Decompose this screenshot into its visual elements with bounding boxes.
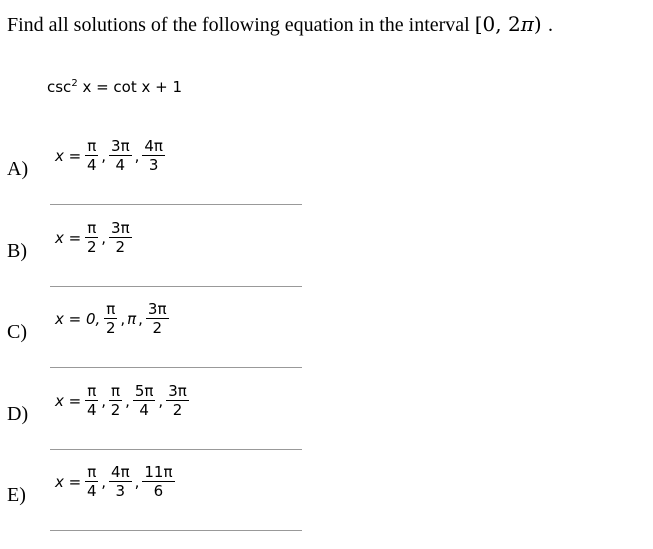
question-period: .: [548, 14, 554, 36]
fraction-denominator: 4: [115, 156, 126, 174]
fraction-denominator: 2: [86, 238, 97, 256]
option-letter[interactable]: C): [7, 321, 27, 343]
fraction: [109, 138, 132, 173]
interval-pi: π: [520, 12, 534, 36]
fraction: [166, 383, 189, 418]
option-variable: x = 0,: [55, 309, 101, 328]
fraction-denominator: 4: [86, 401, 97, 419]
equation-rest: x = cot x + 1: [77, 78, 183, 96]
comma: ,: [101, 228, 107, 247]
option-letter[interactable]: D): [7, 403, 29, 425]
option-expression[interactable]: [55, 220, 133, 255]
fraction-numerator: 4π: [111, 463, 130, 481]
fraction: [104, 301, 117, 336]
option-term: π: [127, 309, 137, 328]
fraction-numerator: 3π: [168, 382, 187, 400]
comma: ,: [134, 146, 140, 165]
fraction: [109, 220, 132, 255]
comma: ,: [134, 472, 140, 491]
comma: ,: [138, 309, 143, 328]
interval-close: ): [533, 12, 542, 36]
interval: [475, 12, 548, 36]
question-prompt: Find all solutions of the following equation in the interval: [7, 14, 470, 36]
option-letter[interactable]: B): [7, 240, 27, 262]
fraction-numerator: 3π: [111, 219, 130, 237]
fraction-numerator: 11π: [144, 463, 173, 481]
fraction-numerator: π: [87, 219, 97, 237]
question-text: [7, 12, 553, 37]
comma: ,: [158, 391, 164, 410]
fraction-denominator: 2: [152, 319, 162, 337]
fraction-denominator: 3: [115, 482, 126, 500]
option-variable: x =: [55, 391, 82, 410]
option-divider: [50, 449, 302, 450]
option-divider: [50, 204, 302, 205]
option-variable: x =: [55, 146, 82, 165]
fraction: [133, 383, 156, 418]
fraction: [109, 464, 132, 499]
fraction-denominator: 6: [153, 482, 164, 500]
option-expression[interactable]: [55, 383, 190, 418]
comma: ,: [101, 146, 107, 165]
fraction-numerator: π: [87, 382, 97, 400]
fraction: [85, 138, 98, 173]
option-letter[interactable]: A): [7, 158, 29, 180]
fraction-numerator: π: [87, 137, 97, 155]
option-expression[interactable]: [55, 301, 170, 336]
fraction-denominator: 4: [86, 482, 97, 500]
fraction-numerator: 4π: [144, 137, 163, 155]
fraction-denominator: 2: [115, 238, 126, 256]
option-letter[interactable]: E): [7, 484, 26, 506]
fraction-denominator: 2: [172, 401, 183, 419]
equation-lhs: csc: [47, 78, 72, 96]
fraction: [109, 383, 122, 418]
option-expression[interactable]: [55, 138, 166, 173]
fraction-denominator: 3: [148, 156, 159, 174]
fraction: [146, 301, 169, 336]
option-variable: x =: [55, 228, 82, 247]
equation: [47, 78, 182, 96]
option-divider: [50, 367, 302, 368]
comma: ,: [125, 391, 130, 410]
equation-power: 2: [71, 78, 78, 89]
fraction-denominator: 4: [139, 401, 149, 419]
interval-open: [0, 2: [474, 12, 521, 36]
fraction-numerator: 3π: [111, 137, 130, 155]
comma: ,: [101, 472, 107, 491]
comma: ,: [120, 309, 126, 328]
fraction-numerator: 3π: [147, 300, 167, 318]
fraction: [142, 464, 174, 499]
comma: ,: [101, 391, 107, 410]
option-divider: [50, 530, 302, 531]
fraction: [85, 464, 98, 499]
fraction-denominator: 2: [106, 319, 116, 337]
fraction-denominator: 2: [110, 401, 121, 419]
fraction-numerator: π: [87, 463, 97, 481]
fraction: [85, 383, 98, 418]
fraction-numerator: 5π: [134, 382, 154, 400]
fraction: [142, 138, 165, 173]
fraction-numerator: π: [106, 300, 116, 318]
option-divider: [50, 286, 302, 287]
option-variable: x =: [55, 472, 82, 491]
option-expression[interactable]: [55, 464, 176, 499]
fraction-numerator: π: [111, 382, 121, 400]
fraction-denominator: 4: [86, 156, 97, 174]
fraction: [85, 220, 98, 255]
